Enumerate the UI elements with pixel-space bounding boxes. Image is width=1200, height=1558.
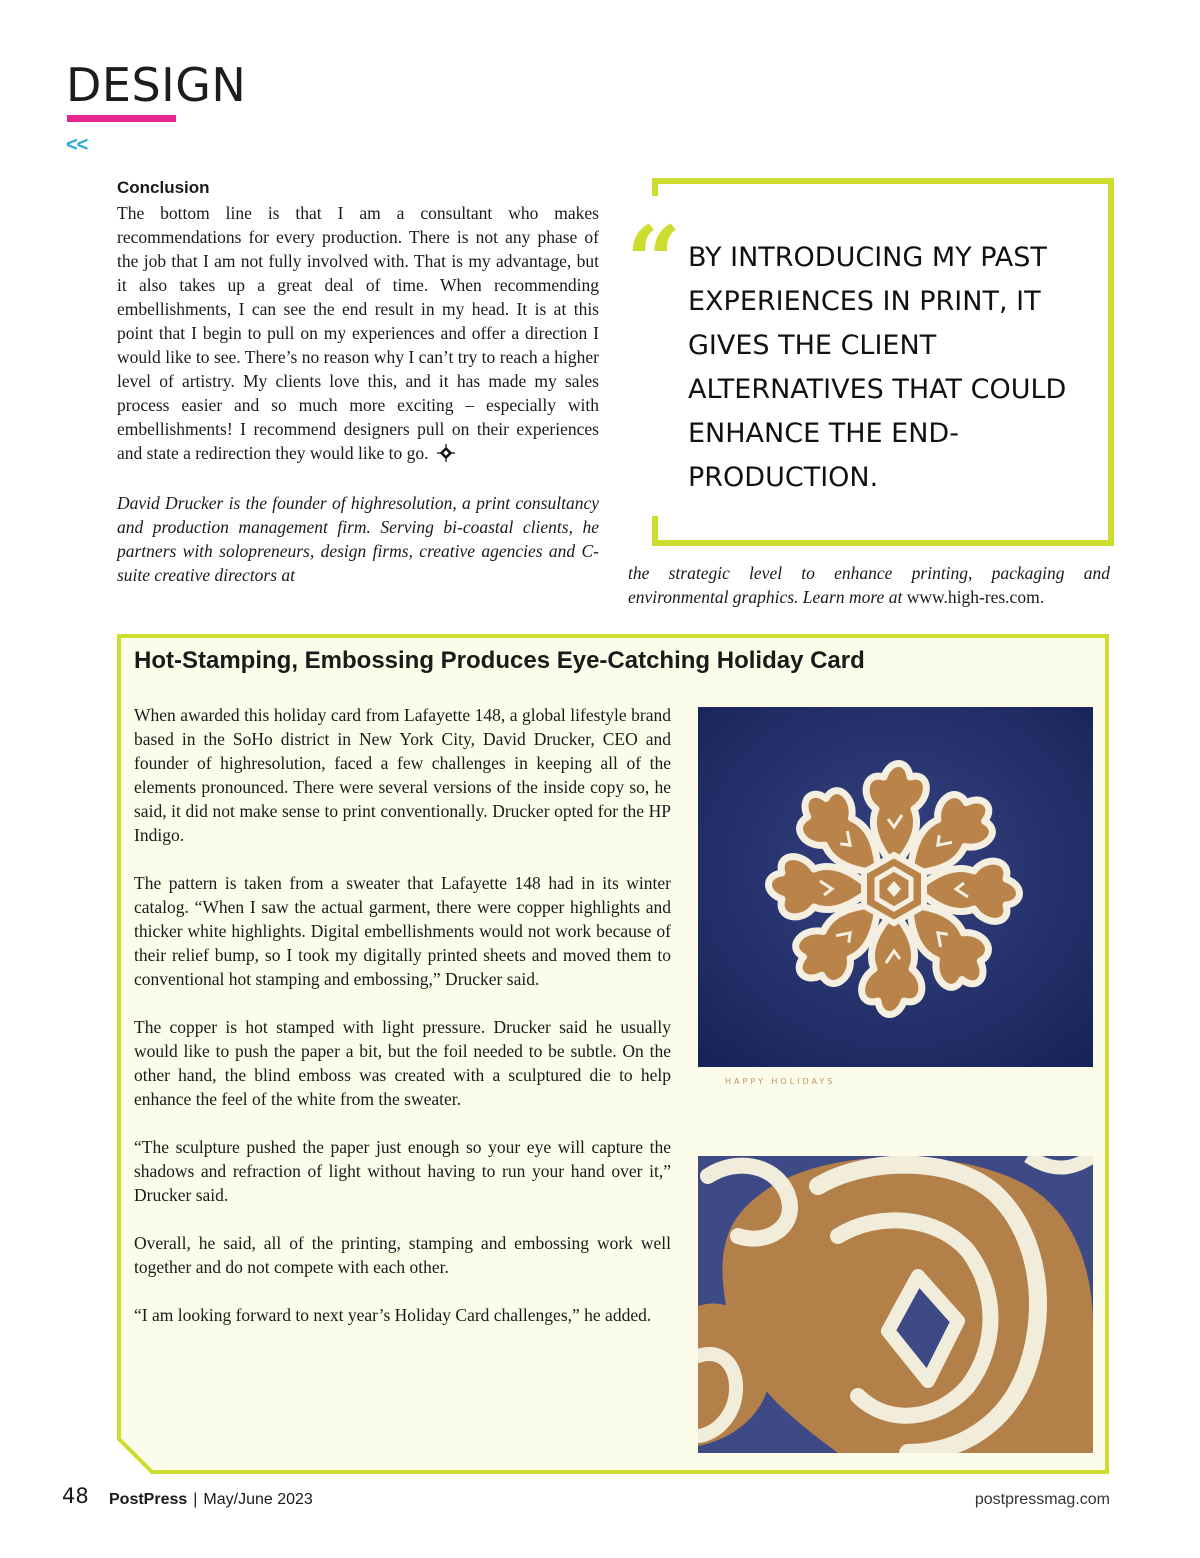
crosshair-diamond-icon: [437, 444, 455, 462]
back-nav-link[interactable]: <<: [66, 134, 88, 156]
quote-mark-icon: “: [626, 205, 682, 318]
publication-info: [109, 1491, 313, 1509]
frame-corner-top: [652, 178, 658, 196]
publication-name: PostPress: [109, 1491, 188, 1508]
sidebar-paragraph: When awarded this holiday card from Lafayette 148, a global lifestyle brand based in the SoHo district in New York City, David Drucker, CEO and founder of highresolution, faced a few challenges in keeping all of the elements pronounced. There were several versions of the inside copy so, he said, it did not make sense to print conventionally. Drucker opted for the HP Indigo.: [134, 705, 671, 845]
author-website-link[interactable]: www.high-res.com.: [906, 587, 1045, 607]
conclusion-text: The bottom line is that I am a consultant who makes recommendations for every production. There is not any phase of the job that I am not fully involved with. That is my advantage, but it also takes up a great deal of time. When recommending embellishments, I can see the end result in my head. It is at this point that I begin to pull on my experiences and offer a direction I would like to see. There’s no reason why I can’t try to reach a higher level of artistry. My clients love this, and it has made my sales process easier and so much more exciting – especially with embellishments! I recommend designers pull on their experiences and state a redirection they would like to go.: [117, 203, 599, 463]
sidebar-paragraph: “The sculpture pushed the paper just enough so your eye will capture the shadows and refraction of light without having to run your hand over it,” Drucker said.: [134, 1137, 671, 1205]
website-link[interactable]: postpressmag.com: [974, 1491, 1110, 1508]
snowflake-card-image: [698, 707, 1093, 1067]
author-bio-continued-text: the strategic level to enhance printing, packaging and environmental graphics. Learn more at: [628, 563, 1110, 607]
issue-date: May/June 2023: [203, 1491, 313, 1508]
sidebar-paragraph: The pattern is taken from a sweater that Lafayette 148 had in its winter catalog. “When I saw the actual garment, there were copper highlights and thicker white highlights. Digital embellishments would not work because of their relief bump, so I took my digitally printed sheets and moved them to conventional hot stamping and embossing,” Drucker said.: [134, 873, 671, 989]
sidebar-paragraph: Overall, he said, all of the printing, stamping and embossing work well together and do not compete with each other.: [134, 1233, 671, 1277]
section-accent-bar: [67, 115, 176, 122]
page-number: 48: [62, 1484, 89, 1508]
page-footer: [0, 1484, 1200, 1514]
sidebar-title: Hot-Stamping, Embossing Produces Eye-Catching Holiday Card: [134, 647, 865, 674]
embossing-closeup-photo: [698, 1156, 1093, 1453]
sidebar-paragraph: “I am looking forward to next year’s Holiday Card challenges,” he added.: [134, 1305, 652, 1325]
article-column-left: [117, 177, 599, 587]
conclusion-heading: Conclusion: [117, 178, 210, 197]
author-bio: David Drucker is the founder of highresolution, a print consultancy and production management firm. Serving bi-coastal clients, he partners with solopreneurs, design firms, creative agencies and C-suite creative directors at: [117, 493, 599, 585]
section-title: DESIGN: [66, 58, 247, 112]
sidebar-box: [116, 633, 1110, 1475]
sidebar-body: [134, 703, 671, 1351]
closeup-image: [698, 1156, 1093, 1453]
footer-separator: |: [193, 1491, 198, 1508]
pull-quote-text: BY INTRODUCING MY PAST EXPERIENCES IN PRINT, IT GIVES THE CLIENT ALTERNATIVES THAT COULD ENHANCE THE END-PRODUCTION.: [688, 242, 1067, 493]
sidebar-paragraph: The copper is hot stamped with light pressure. Drucker said he usually would like to push the paper a bit, but the foil needed to be subtle. On the other hand, the blind emboss was created with a sculptured die to help enhance the feel of the white from the sweater.: [134, 1017, 671, 1109]
author-bio-continued: [628, 561, 1110, 609]
conclusion-body: [117, 201, 599, 465]
holiday-card-photo: [698, 707, 1093, 1067]
frame-corner-bottom: [652, 516, 658, 546]
card-caption: HAPPY HOLIDAYS: [725, 1077, 836, 1086]
